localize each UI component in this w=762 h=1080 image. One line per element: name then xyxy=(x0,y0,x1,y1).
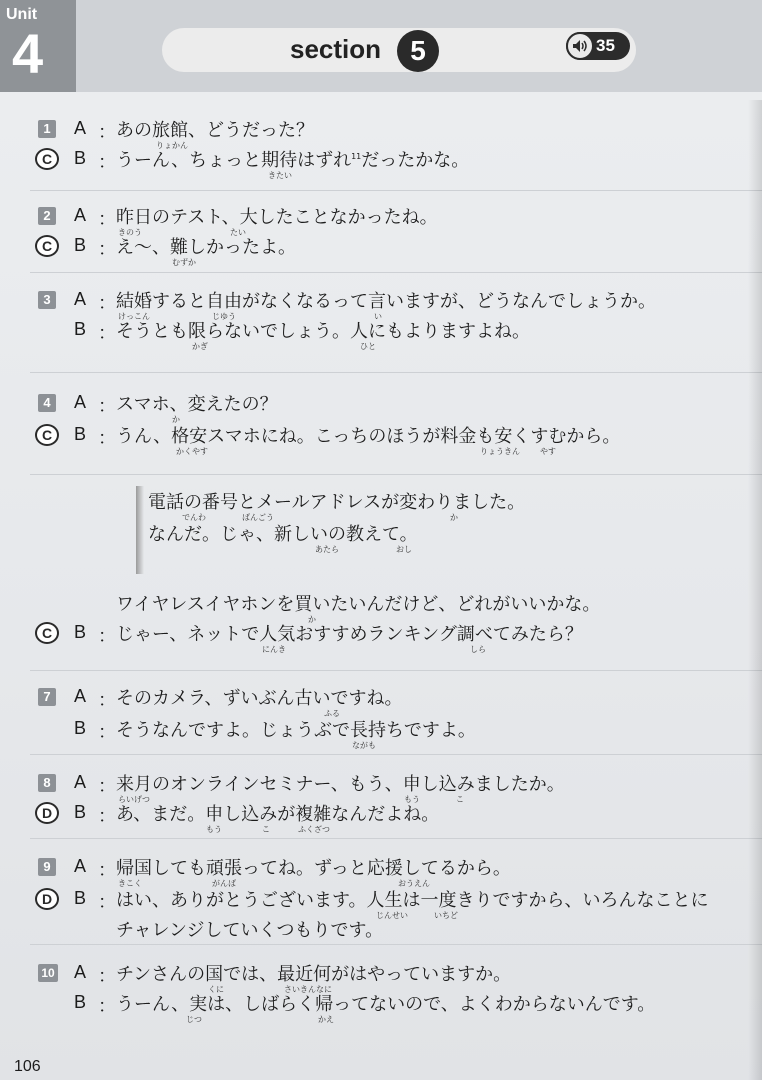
speaker-colon: ： xyxy=(98,860,116,881)
furigana: じつ xyxy=(186,1015,202,1024)
section-divider xyxy=(30,272,762,273)
speaker-b-label: B xyxy=(74,992,87,1012)
speaker-a-line: あの旅館、どうだった？ xyxy=(116,120,314,141)
speaker-b-label: B xyxy=(74,148,87,168)
dialogue-number-badge: 3 xyxy=(38,291,56,309)
speaker-b-line xyxy=(116,886,709,912)
speaker-b-text: え～、難しかったよ。 xyxy=(116,237,296,258)
speaker-colon: ： xyxy=(98,996,116,1017)
furigana: か xyxy=(172,415,180,424)
furigana: い xyxy=(374,312,382,321)
unit-badge xyxy=(0,0,76,92)
speaker-a-line: 来月のオンラインセミナー、もう、申し込みましたか。 xyxy=(116,774,565,795)
speaker-b-text: あ、まだ。申し込みが複雑なんだよね。 xyxy=(116,804,440,825)
furigana: こ xyxy=(262,825,270,834)
audio-track-badge[interactable] xyxy=(566,32,630,60)
dialogue-number-badge: 7 xyxy=(38,688,56,706)
speaker-colon: ： xyxy=(98,966,116,987)
section-title: section xyxy=(290,34,382,64)
casual-style-icon: C xyxy=(35,235,59,257)
speaker-colon: ： xyxy=(98,806,116,827)
dialogue-number-badge: 9 xyxy=(38,858,56,876)
dialogue-number-badge: 2 xyxy=(38,207,56,225)
speaker-colon: ： xyxy=(98,626,116,647)
speaker-b-line xyxy=(116,146,469,172)
furigana: がんば xyxy=(212,879,236,888)
speaker-b-line-continued: チャレンジしていくつもりです。 xyxy=(116,920,384,941)
furigana: かくやす xyxy=(176,447,208,456)
furigana: きこく xyxy=(118,879,142,888)
speaker-b-label: B xyxy=(74,235,87,255)
audio-track-number: 35 xyxy=(596,36,615,55)
speaker-a-label: A xyxy=(74,772,87,792)
speaker-b-line xyxy=(116,716,476,742)
speaker-colon: ： xyxy=(98,428,116,449)
speaker-b-text: うーん、ちょっと期待はずれ xyxy=(116,150,352,171)
speaker-a-line: スマホ、変えたの？ xyxy=(116,394,278,415)
furigana: くに xyxy=(208,985,224,994)
page-number: 106 xyxy=(14,1058,41,1075)
furigana: にんき xyxy=(262,645,286,654)
speaker-a-label: A xyxy=(74,289,87,309)
speaker-b-line xyxy=(116,800,439,826)
speaker-a-label: A xyxy=(74,962,87,982)
speaker-b-text-tail: だったかな。 xyxy=(361,150,470,171)
unit-label: Unit xyxy=(6,6,38,23)
page-edge-shadow xyxy=(748,100,762,1080)
section-divider xyxy=(30,670,762,671)
speaker-b-text: うーん、実は、しばらく帰ってないので、よくわからないんです。 xyxy=(116,994,656,1015)
dialogue-number-badge: 10 xyxy=(38,964,58,982)
speaker-b-label: B xyxy=(74,622,87,642)
speaker-a-line: 電話の番号とメールアドレスが変わりました。 xyxy=(148,492,526,513)
furigana: しら xyxy=(470,645,486,654)
section-divider xyxy=(30,190,762,191)
section-number: 5 xyxy=(397,30,439,72)
casual-style-icon: C xyxy=(35,148,59,170)
section-divider xyxy=(30,372,762,373)
speaker-b-text: そうなんですよ。じょうぶで長持ちですよ。 xyxy=(116,720,476,741)
furigana: らいげつ xyxy=(118,795,150,804)
casual-style-icon: C xyxy=(35,622,59,644)
furigana: むずか xyxy=(172,258,196,267)
speaker-b-label: B xyxy=(74,802,87,822)
furigana: ひと xyxy=(360,342,376,351)
speaker-b-line xyxy=(148,520,418,546)
dialogue-number-badge: 4 xyxy=(38,394,56,412)
speaker-icon xyxy=(566,32,594,60)
speaker-a-label: A xyxy=(74,392,87,412)
furigana: いちど xyxy=(434,911,458,920)
speaker-colon: ： xyxy=(98,690,116,711)
furigana: でんわ xyxy=(182,513,206,522)
speaker-b-text: じゃー、ネットで人気おすすめランキング調べてみたら？ xyxy=(116,624,583,645)
furigana: ばんごう xyxy=(242,513,274,522)
furigana: きたい xyxy=(268,171,292,180)
furigana: か xyxy=(308,615,316,624)
unit-number: 4 xyxy=(12,22,44,85)
speaker-b-text: なんだ。じゃ、新しいの教えて。 xyxy=(148,524,418,545)
speaker-b-label: B xyxy=(74,319,87,339)
furigana: りょかん xyxy=(156,141,188,150)
speaker-b-text: うん、格安スマホにね。こっちのほうが料金も安くすむから。 xyxy=(116,426,621,447)
section-divider xyxy=(30,944,762,945)
furigana: こ xyxy=(456,795,464,804)
speaker-a-line: 結婚すると自由がなくなるって言いますが、どうなんでしょうか。 xyxy=(116,291,656,312)
speaker-colon: ： xyxy=(98,776,116,797)
speaker-colon: ： xyxy=(98,209,116,230)
speaker-a-line: 昨日のテスト、大したことなかったね。 xyxy=(116,207,438,228)
furigana: たい xyxy=(230,228,246,237)
furigana: じゆう xyxy=(212,312,236,321)
dialogue-number-badge: 1 xyxy=(38,120,56,138)
speaker-b-line xyxy=(116,233,296,259)
speaker-b-line xyxy=(116,990,655,1016)
furigana: おし xyxy=(396,545,412,554)
direct-style-icon: D xyxy=(35,888,59,910)
furigana: やす xyxy=(540,447,556,456)
furigana: ふくざつ xyxy=(298,825,330,834)
speaker-a-line: 帰国しても頑張ってね。ずっと応援してるから。 xyxy=(116,858,511,879)
binding-shadow xyxy=(136,486,144,574)
speaker-a-line: そのカメラ、ずいぶん古いですね。 xyxy=(116,688,403,709)
speaker-b-label: B xyxy=(74,718,87,738)
speaker-b-label: B xyxy=(74,888,87,908)
dialogue-number-badge: 8 xyxy=(38,774,56,792)
speaker-colon: ： xyxy=(98,396,116,417)
speaker-a-line: ワイヤレスイヤホンを買いたいんだけど、どれがいいかな。 xyxy=(116,594,601,615)
furigana: ながも xyxy=(352,741,376,750)
furigana: ふる xyxy=(324,709,340,718)
speaker-a-label: A xyxy=(74,118,87,138)
footnote-marker: 11 xyxy=(351,152,362,161)
speaker-a-label: A xyxy=(74,686,87,706)
speaker-b-text: そうとも限らないでしょう。人にもよりますよね。 xyxy=(116,321,530,342)
direct-style-icon: D xyxy=(35,802,59,824)
furigana: きのう xyxy=(118,228,142,237)
furigana: りょうきん xyxy=(480,447,520,456)
furigana: あたら xyxy=(315,545,339,554)
speaker-colon: ： xyxy=(98,892,116,913)
speaker-colon: ： xyxy=(98,122,116,143)
speaker-b-line xyxy=(116,317,530,343)
furigana: かぎ xyxy=(192,342,208,351)
speaker-b-label: B xyxy=(74,424,87,444)
furigana: もう xyxy=(206,825,222,834)
furigana: じんせい xyxy=(376,911,408,920)
furigana: か xyxy=(450,513,458,522)
speaker-colon: ： xyxy=(98,722,116,743)
speaker-colon: ： xyxy=(98,239,116,260)
speaker-colon: ： xyxy=(98,293,116,314)
casual-style-icon: C xyxy=(35,424,59,446)
furigana: もう xyxy=(404,795,420,804)
section-divider xyxy=(30,838,762,839)
speaker-b-line xyxy=(116,620,583,646)
furigana: けっこん xyxy=(118,312,150,321)
speaker-b-text: はい、ありがとうございます。人生は一度きりですから、いろんなことに xyxy=(116,890,709,911)
section-divider xyxy=(30,474,762,475)
section-divider xyxy=(30,754,762,755)
speaker-a-line: チンさんの国では、最近何がはやっていますか。 xyxy=(116,964,512,985)
speaker-a-label: A xyxy=(74,205,87,225)
speaker-b-line xyxy=(116,422,620,448)
furigana: かえ xyxy=(318,1015,334,1024)
speaker-a-label: A xyxy=(74,856,87,876)
speaker-colon: ： xyxy=(98,323,116,344)
furigana: さいきんなに xyxy=(284,985,332,994)
furigana: おうえん xyxy=(398,879,430,888)
speaker-colon: ： xyxy=(98,152,116,173)
